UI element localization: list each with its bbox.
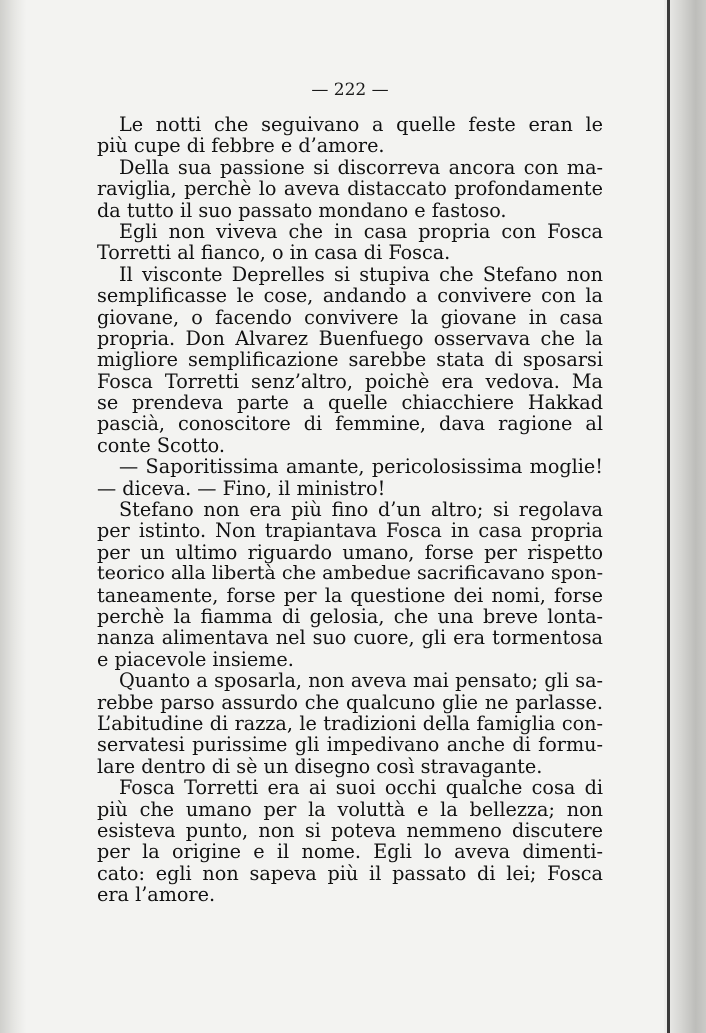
text-line: pascià, conoscitore di femmine, dava ragione al (97, 412, 603, 436)
text-line: — Saporitissima amante, pericolosissima moglie! (119, 455, 603, 479)
text-line: Egli non viveva che in casa propria con Fosca (119, 219, 603, 243)
text-line: era l’amore. (97, 883, 216, 907)
page-gutter-line (667, 0, 670, 1033)
text-line: per la origine e il nome. Egli lo aveva dimenti- (97, 840, 603, 864)
text-line: Stefano non era più fino d’un altro; si regolava (119, 498, 603, 522)
text-line: da tutto il suo passato mondano e fastoso. (97, 198, 507, 222)
text-line: propria. Don Alvarez Buenfuego osservava che la (97, 326, 603, 350)
text-line: nanza alimentava nel suo cuore, gli era tormentosa (97, 626, 603, 650)
page-number: — 222 — (311, 80, 389, 100)
text-line: servatesi purissime gli impedivano anche di formu- (97, 733, 603, 757)
text-line: esisteva punto, non si poteva nemmeno discutere (97, 818, 603, 842)
text-line: Il visconte Deprelles si stupiva che Stefano non (119, 262, 603, 286)
text-line: per istinto. Non trapiantava Fosca in casa propria (97, 519, 603, 543)
page-right-edge (664, 0, 706, 1033)
text-line: teorico alla libertà che ambedue sacrificavano spon- (97, 562, 604, 585)
text-line: L’abitudine di razza, le tradizioni della famiglia con- (97, 711, 603, 735)
text-line: — diceva. — Fino, il ministro! (97, 476, 386, 500)
body-text (97, 114, 603, 905)
text-line: conte Scotto. (97, 433, 225, 457)
text-line: e piacevole insieme. (97, 647, 294, 671)
text-line: Fosca Torretti senz’altro, poichè era vedova. Ma (97, 369, 603, 393)
text-line: taneamente, forse per la questione dei nomi, forse (97, 583, 603, 607)
text-line: più cupe di febbre e d’amore. (97, 134, 385, 158)
text-line: raviglia, perchè lo aveva distaccato profondamente (97, 177, 603, 201)
text-line: se prendeva parte a quelle chiacchiere Hakkad (97, 391, 603, 415)
text-line: Le notti che seguivano a quelle feste eran le (119, 113, 603, 136)
text-line: perchè la fiamma di gelosia, che una breve lonta- (97, 604, 603, 628)
text-line: lare dentro di sè un disegno così stravagante. (97, 754, 543, 778)
text-line: migliore semplificazione sarebbe stata di sposarsi (97, 348, 603, 372)
text-line: rebbe parso assurdo che qualcuno glie ne parlasse. (97, 690, 603, 714)
text-line: Della sua passione si discorreva ancora con ma- (119, 155, 603, 179)
text-line: semplificasse le cose, andando a convivere con la (97, 284, 603, 308)
text-line: Quanto a sposarla, non aveva mai pensato; gli sa- (119, 669, 603, 693)
text-line: Torretti al fianco, o in casa di Fosca. (97, 241, 451, 265)
page-left-shadow (0, 0, 26, 1033)
text-line: Fosca Torretti era ai suoi occhi qualche cosa di (119, 776, 603, 800)
text-line: giovane, o facendo convivere la giovane in casa (97, 305, 603, 329)
text-line: cato: egli non sapeva più il passato di lei; Fosca (97, 861, 603, 885)
text-line: più che umano per la voluttà e la bellezza; non (97, 797, 603, 821)
text-line: per un ultimo riguardo umano, forse per rispetto (97, 540, 603, 564)
